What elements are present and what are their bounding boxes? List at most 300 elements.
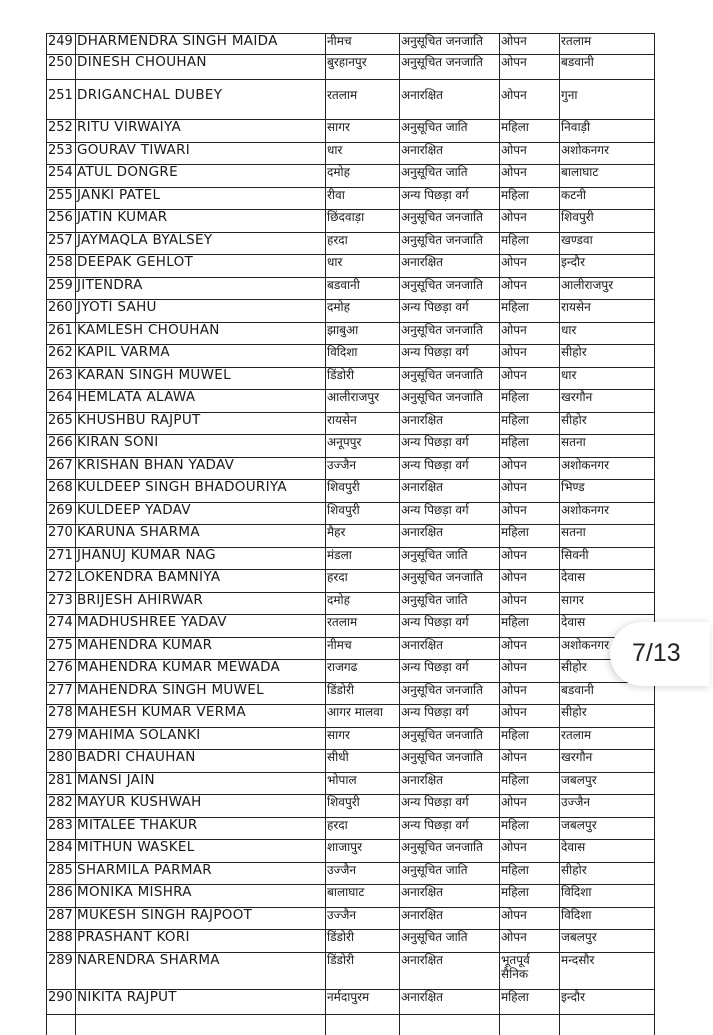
- home-district-cell: बुरहानपुर: [326, 55, 400, 80]
- serial-number-cell: 276: [47, 660, 76, 683]
- home-district-cell: शिवपुरी: [326, 480, 400, 503]
- category-cell: अनुसूचित जाति: [400, 862, 500, 885]
- quota-type-cell: ओपन: [500, 480, 560, 503]
- home-district-cell: सागर: [326, 120, 400, 143]
- candidate-name-cell: MITHUN WASKEL: [76, 840, 326, 863]
- candidate-name-cell: DEEPAK GEHLOT: [76, 255, 326, 278]
- home-district-cell: डिंडोरी: [326, 930, 400, 953]
- home-district-cell: रतलाम: [326, 615, 400, 638]
- serial-number-cell: 258: [47, 255, 76, 278]
- candidate-name-cell: DHARMENDRA SINGH MAIDA: [76, 34, 326, 55]
- posting-district-cell: सीहोर: [560, 660, 655, 683]
- posting-district-cell: अशोकनगर: [560, 142, 655, 165]
- quota-type-cell: महिला: [500, 727, 560, 750]
- table-row: [47, 412, 655, 435]
- table-row: [47, 34, 655, 55]
- quota-type-cell: ओपन: [500, 55, 560, 80]
- quota-type-cell: ओपन: [500, 457, 560, 480]
- home-district-cell: आलीराजपुर: [326, 390, 400, 413]
- serial-number-cell: 278: [47, 705, 76, 728]
- home-district-cell: राजगढ: [326, 660, 400, 683]
- quota-type-cell: महिला: [500, 412, 560, 435]
- table-row: [47, 232, 655, 255]
- posting-district-cell: खण्डवा: [560, 232, 655, 255]
- serial-number-cell: 253: [47, 142, 76, 165]
- candidate-name-cell: MITALEE THAKUR: [76, 817, 326, 840]
- candidate-name-cell: NIKITA RAJPUT: [76, 989, 326, 1014]
- serial-number-cell: 268: [47, 480, 76, 503]
- posting-district-cell: सतना: [560, 435, 655, 458]
- quota-type-cell: ओपन: [500, 795, 560, 818]
- serial-number-cell: 275: [47, 637, 76, 660]
- table-row: [47, 480, 655, 503]
- candidate-name-cell: MONIKA MISHRA: [76, 885, 326, 908]
- candidate-name-cell: MAHENDRA KUMAR MEWADA: [76, 660, 326, 683]
- candidate-name-cell: KRISHAN BHAN YADAV: [76, 457, 326, 480]
- table-row: [47, 165, 655, 188]
- posting-district-cell: उज्जैन: [560, 795, 655, 818]
- table-row: [47, 457, 655, 480]
- home-district-cell: बडवानी: [326, 277, 400, 300]
- table-row: [47, 435, 655, 458]
- category-cell: अनुसूचित जनजाति: [400, 570, 500, 593]
- home-district-cell: विदिशा: [326, 345, 400, 368]
- table-row: [47, 525, 655, 548]
- home-district-cell: नीमच: [326, 34, 400, 55]
- table-row: [47, 390, 655, 413]
- category-cell: अनुसूचित जनजाति: [400, 322, 500, 345]
- serial-number-cell: 251: [47, 80, 76, 120]
- home-district-cell: मंडला: [326, 547, 400, 570]
- posting-district-cell: खरगौन: [560, 390, 655, 413]
- quota-type-cell: ओपन: [500, 345, 560, 368]
- posting-district-cell: भिण्ड: [560, 480, 655, 503]
- table-row: [47, 55, 655, 80]
- posting-district-cell: बडवानी: [560, 55, 655, 80]
- quota-type-cell: महिला: [500, 989, 560, 1014]
- home-district-cell: आगर मालवा: [326, 705, 400, 728]
- table-row: [47, 210, 655, 233]
- serial-number-cell: 262: [47, 345, 76, 368]
- quota-type-cell: महिला: [500, 232, 560, 255]
- category-cell: अनुसूचित जनजाति: [400, 727, 500, 750]
- quota-type-cell: ओपन: [500, 907, 560, 930]
- posting-district-cell: रतलाम: [560, 727, 655, 750]
- home-district-cell: शिवपुरी: [326, 502, 400, 525]
- serial-number-cell: 289: [47, 952, 76, 989]
- home-district-cell: शाजापुर: [326, 840, 400, 863]
- category-cell: अनारक्षित: [400, 412, 500, 435]
- category-cell: अनारक्षित: [400, 142, 500, 165]
- candidate-name-cell: MAHENDRA SINGH MUWEL: [76, 682, 326, 705]
- serial-number-cell: 257: [47, 232, 76, 255]
- serial-number-cell: 283: [47, 817, 76, 840]
- serial-number-cell: 281: [47, 772, 76, 795]
- category-cell: अन्य पिछड़ा वर्ग: [400, 795, 500, 818]
- serial-number-cell: 279: [47, 727, 76, 750]
- candidate-name-cell: KULDEEP SINGH BHADOURIYA: [76, 480, 326, 503]
- posting-district-cell: विदिशा: [560, 885, 655, 908]
- posting-district-cell: अशोकनगर: [560, 502, 655, 525]
- serial-number-cell: 269: [47, 502, 76, 525]
- home-district-cell: रायसेन: [326, 412, 400, 435]
- category-cell: अनारक्षित: [400, 480, 500, 503]
- serial-number-cell: 280: [47, 750, 76, 773]
- table-row: [47, 120, 655, 143]
- quota-type-cell: महिला: [500, 885, 560, 908]
- quota-type-cell: ओपन: [500, 930, 560, 953]
- serial-number-cell: 273: [47, 592, 76, 615]
- home-district-cell: नर्मदापुरम: [326, 989, 400, 1014]
- posting-district-cell: विदिशा: [560, 907, 655, 930]
- category-cell: अनारक्षित: [400, 952, 500, 989]
- table-row: [47, 952, 655, 989]
- serial-number-cell: 263: [47, 367, 76, 390]
- table-row: [47, 930, 655, 953]
- table-row: [47, 570, 655, 593]
- serial-number-cell: 254: [47, 165, 76, 188]
- serial-number-cell: 270: [47, 525, 76, 548]
- quota-type-cell: ओपन: [500, 840, 560, 863]
- candidate-name-cell: RITU VIRWAIYA: [76, 120, 326, 143]
- category-cell: अनुसूचित जाति: [400, 165, 500, 188]
- posting-district-cell: निवाड़ी: [560, 120, 655, 143]
- table-row: [47, 322, 655, 345]
- home-district-cell: डिंडोरी: [326, 367, 400, 390]
- quota-type-cell: ओपन: [500, 682, 560, 705]
- posting-district-cell: रतलाम: [560, 34, 655, 55]
- candidate-name-cell: KAPIL VARMA: [76, 345, 326, 368]
- page-indicator: [610, 622, 710, 686]
- home-district-cell: रतलाम: [326, 80, 400, 120]
- home-district-cell: उज्जैन: [326, 457, 400, 480]
- serial-number-cell: 287: [47, 907, 76, 930]
- candidate-name-cell: JYOTI SAHU: [76, 300, 326, 323]
- posting-district-cell: मन्दसौर: [560, 952, 655, 989]
- posting-district-cell: सीहोर: [560, 412, 655, 435]
- table-row: [47, 817, 655, 840]
- serial-number-cell: 267: [47, 457, 76, 480]
- candidate-name-cell: DRIGANCHAL DUBEY: [76, 80, 326, 120]
- posting-district-cell: सीहोर: [560, 345, 655, 368]
- category-cell: अन्य पिछड़ा वर्ग: [400, 660, 500, 683]
- category-cell: अन्य पिछड़ा वर्ग: [400, 300, 500, 323]
- category-cell: अनुसूचित जाति: [400, 547, 500, 570]
- quota-type-cell: महिला: [500, 772, 560, 795]
- quota-type-cell: ओपन: [500, 705, 560, 728]
- candidate-name-cell: KULDEEP YADAV: [76, 502, 326, 525]
- candidate-name-cell: JATIN KUMAR: [76, 210, 326, 233]
- posting-district-cell: आलीराजपुर: [560, 277, 655, 300]
- quota-type-cell: महिला: [500, 435, 560, 458]
- quota-type-cell: महिला: [500, 615, 560, 638]
- quota-type-cell: महिला: [500, 187, 560, 210]
- home-district-cell: भोपाल: [326, 772, 400, 795]
- candidate-name-cell: MANSI JAIN: [76, 772, 326, 795]
- candidate-name-cell: JANKI PATEL: [76, 187, 326, 210]
- table-row: [47, 615, 655, 638]
- table-row: [47, 637, 655, 660]
- category-cell: अनुसूचित जनजाति: [400, 390, 500, 413]
- serial-number-cell: 264: [47, 390, 76, 413]
- posting-district-cell: सतना: [560, 525, 655, 548]
- serial-number-cell: 290: [47, 989, 76, 1014]
- home-district-cell: अनूपपुर: [326, 435, 400, 458]
- posting-district-cell: जबलपुर: [560, 772, 655, 795]
- quota-type-cell: महिला: [500, 390, 560, 413]
- table-row: [47, 772, 655, 795]
- serial-number-cell: 265: [47, 412, 76, 435]
- quota-type-cell: ओपन: [500, 750, 560, 773]
- table-row: [47, 187, 655, 210]
- posting-district-cell: जबलपुर: [560, 930, 655, 953]
- empty-cell: [560, 1014, 655, 1035]
- quota-type-cell: ओपन: [500, 80, 560, 120]
- candidate-name-cell: KHUSHBU RAJPUT: [76, 412, 326, 435]
- table-row: [47, 660, 655, 683]
- category-cell: अनुसूचित जनजाति: [400, 750, 500, 773]
- home-district-cell: हरदा: [326, 570, 400, 593]
- candidate-table: [46, 33, 655, 1035]
- category-cell: अनारक्षित: [400, 80, 500, 120]
- serial-number-cell: 288: [47, 930, 76, 953]
- home-district-cell: बालाघाट: [326, 885, 400, 908]
- home-district-cell: हरदा: [326, 232, 400, 255]
- posting-district-cell: रायसेन: [560, 300, 655, 323]
- table-row: [47, 840, 655, 863]
- quota-type-cell: ओपन: [500, 502, 560, 525]
- posting-district-cell: देवास: [560, 570, 655, 593]
- candidate-name-cell: JAYMAQLA BYALSEY: [76, 232, 326, 255]
- table-row: [47, 142, 655, 165]
- table-row: [47, 705, 655, 728]
- category-cell: अन्य पिछड़ा वर्ग: [400, 705, 500, 728]
- candidate-name-cell: KIRAN SONI: [76, 435, 326, 458]
- posting-district-cell: बालाघाट: [560, 165, 655, 188]
- candidate-name-cell: PRASHANT KORI: [76, 930, 326, 953]
- quota-type-cell: ओपन: [500, 277, 560, 300]
- quota-type-cell: ओपन: [500, 547, 560, 570]
- candidate-name-cell: NARENDRA SHARMA: [76, 952, 326, 989]
- serial-number-cell: 284: [47, 840, 76, 863]
- candidate-name-cell: BRIJESH AHIRWAR: [76, 592, 326, 615]
- category-cell: अनारक्षित: [400, 907, 500, 930]
- category-cell: अनुसूचित जनजाति: [400, 367, 500, 390]
- table-row: [47, 345, 655, 368]
- candidate-name-cell: MAHENDRA KUMAR: [76, 637, 326, 660]
- table-row: [47, 277, 655, 300]
- home-district-cell: डिंडोरी: [326, 682, 400, 705]
- candidate-name-cell: KAMLESH CHOUHAN: [76, 322, 326, 345]
- home-district-cell: नीमच: [326, 637, 400, 660]
- category-cell: अन्य पिछड़ा वर्ग: [400, 345, 500, 368]
- posting-district-cell: देवास: [560, 615, 655, 638]
- serial-number-cell: 277: [47, 682, 76, 705]
- category-cell: अन्य पिछड़ा वर्ग: [400, 817, 500, 840]
- home-district-cell: डिंडोरी: [326, 952, 400, 989]
- candidate-name-cell: HEMLATA ALAWA: [76, 390, 326, 413]
- candidate-name-cell: ATUL DONGRE: [76, 165, 326, 188]
- candidate-name-cell: MADHUSHREE YADAV: [76, 615, 326, 638]
- candidate-name-cell: BADRI CHAUHAN: [76, 750, 326, 773]
- serial-number-cell: 282: [47, 795, 76, 818]
- home-district-cell: उज्जैन: [326, 907, 400, 930]
- category-cell: अनुसूचित जाति: [400, 930, 500, 953]
- table-row: [47, 547, 655, 570]
- serial-number-cell: 285: [47, 862, 76, 885]
- serial-number-cell: 256: [47, 210, 76, 233]
- category-cell: अन्य पिछड़ा वर्ग: [400, 187, 500, 210]
- category-cell: अन्य पिछड़ा वर्ग: [400, 615, 500, 638]
- candidate-name-cell: DINESH CHOUHAN: [76, 55, 326, 80]
- home-district-cell: दमोह: [326, 592, 400, 615]
- candidate-name-cell: GOURAV TIWARI: [76, 142, 326, 165]
- posting-district-cell: बडवानी: [560, 682, 655, 705]
- table-row: [47, 862, 655, 885]
- category-cell: अनारक्षित: [400, 989, 500, 1014]
- table-row: [47, 907, 655, 930]
- table-row: [47, 502, 655, 525]
- category-cell: अन्य पिछड़ा वर्ग: [400, 435, 500, 458]
- candidate-name-cell: MAHESH KUMAR VERMA: [76, 705, 326, 728]
- serial-number-cell: 252: [47, 120, 76, 143]
- serial-number-cell: 261: [47, 322, 76, 345]
- posting-district-cell: जबलपुर: [560, 817, 655, 840]
- home-district-cell: धार: [326, 142, 400, 165]
- quota-type-cell: महिला: [500, 525, 560, 548]
- posting-district-cell: सीहोर: [560, 862, 655, 885]
- serial-number-cell: 286: [47, 885, 76, 908]
- candidate-name-cell: MAHIMA SOLANKI: [76, 727, 326, 750]
- quota-type-cell: महिला: [500, 120, 560, 143]
- empty-cell: [47, 1014, 76, 1035]
- posting-district-cell: धार: [560, 322, 655, 345]
- home-district-cell: उज्जैन: [326, 862, 400, 885]
- candidate-name-cell: KARUNA SHARMA: [76, 525, 326, 548]
- empty-trailing-row: [47, 1014, 655, 1035]
- quota-type-cell: ओपन: [500, 255, 560, 278]
- table-row: [47, 885, 655, 908]
- category-cell: अनारक्षित: [400, 772, 500, 795]
- posting-district-cell: देवास: [560, 840, 655, 863]
- serial-number-cell: 274: [47, 615, 76, 638]
- posting-district-cell: गुना: [560, 80, 655, 120]
- category-cell: अनुसूचित जनजाति: [400, 34, 500, 55]
- empty-cell: [76, 1014, 326, 1035]
- serial-number-cell: 260: [47, 300, 76, 323]
- serial-number-cell: 271: [47, 547, 76, 570]
- home-district-cell: सागर: [326, 727, 400, 750]
- quota-type-cell: ओपन: [500, 142, 560, 165]
- home-district-cell: दमोह: [326, 300, 400, 323]
- quota-type-cell: महिला: [500, 817, 560, 840]
- home-district-cell: मैहर: [326, 525, 400, 548]
- posting-district-cell: सिवनी: [560, 547, 655, 570]
- posting-district-cell: सागर: [560, 592, 655, 615]
- category-cell: अनारक्षित: [400, 525, 500, 548]
- posting-district-cell: शिवपुरी: [560, 210, 655, 233]
- category-cell: अनुसूचित जाति: [400, 592, 500, 615]
- posting-district-cell: अशोकनगर: [560, 457, 655, 480]
- table-row: [47, 682, 655, 705]
- table-row: [47, 989, 655, 1014]
- quota-type-cell: ओपन: [500, 660, 560, 683]
- serial-number-cell: 266: [47, 435, 76, 458]
- home-district-cell: झाबुआ: [326, 322, 400, 345]
- serial-number-cell: 255: [47, 187, 76, 210]
- quota-type-cell: ओपन: [500, 367, 560, 390]
- quota-type-cell: ओपन: [500, 210, 560, 233]
- table-row: [47, 727, 655, 750]
- candidate-name-cell: SHARMILA PARMAR: [76, 862, 326, 885]
- quota-type-cell: ओपन: [500, 34, 560, 55]
- posting-district-cell: सीहोर: [560, 705, 655, 728]
- category-cell: अनारक्षित: [400, 885, 500, 908]
- category-cell: अनुसूचित जनजाति: [400, 210, 500, 233]
- posting-district-cell: खरगौन: [560, 750, 655, 773]
- page-indicator-text: 7/13: [632, 639, 681, 667]
- empty-cell: [400, 1014, 500, 1035]
- category-cell: अनुसूचित जनजाति: [400, 277, 500, 300]
- table-row: [47, 592, 655, 615]
- quota-type-cell: भूतपूर्व सैनिक: [500, 952, 560, 989]
- category-cell: अनुसूचित जनजाति: [400, 55, 500, 80]
- serial-number-cell: 272: [47, 570, 76, 593]
- quota-type-cell: महिला: [500, 300, 560, 323]
- table-row: [47, 750, 655, 773]
- home-district-cell: शिवपुरी: [326, 795, 400, 818]
- category-cell: अनुसूचित जनजाति: [400, 232, 500, 255]
- candidate-name-cell: KARAN SINGH MUWEL: [76, 367, 326, 390]
- category-cell: अनुसूचित जनजाति: [400, 840, 500, 863]
- quota-type-cell: महिला: [500, 862, 560, 885]
- quota-type-cell: ओपन: [500, 570, 560, 593]
- posting-district-cell: धार: [560, 367, 655, 390]
- candidate-name-cell: JITENDRA: [76, 277, 326, 300]
- candidate-name-cell: JHANUJ KUMAR NAG: [76, 547, 326, 570]
- table-row: [47, 367, 655, 390]
- posting-district-cell: अशोकनगर: [560, 637, 655, 660]
- home-district-cell: धार: [326, 255, 400, 278]
- serial-number-cell: 259: [47, 277, 76, 300]
- empty-cell: [500, 1014, 560, 1035]
- category-cell: अन्य पिछड़ा वर्ग: [400, 502, 500, 525]
- home-district-cell: रीवा: [326, 187, 400, 210]
- serial-number-cell: 249: [47, 34, 76, 55]
- posting-district-cell: इन्दौर: [560, 989, 655, 1014]
- quota-type-cell: ओपन: [500, 165, 560, 188]
- table-row: [47, 300, 655, 323]
- home-district-cell: दमोह: [326, 165, 400, 188]
- table-row: [47, 795, 655, 818]
- empty-cell: [326, 1014, 400, 1035]
- candidate-name-cell: LOKENDRA BAMNIYA: [76, 570, 326, 593]
- home-district-cell: छिंदवाड़ा: [326, 210, 400, 233]
- posting-district-cell: कटनी: [560, 187, 655, 210]
- candidate-name-cell: MAYUR KUSHWAH: [76, 795, 326, 818]
- category-cell: अन्य पिछड़ा वर्ग: [400, 457, 500, 480]
- category-cell: अनारक्षित: [400, 255, 500, 278]
- table-row: [47, 80, 655, 120]
- table-row: [47, 255, 655, 278]
- home-district-cell: हरदा: [326, 817, 400, 840]
- posting-district-cell: इन्दौर: [560, 255, 655, 278]
- category-cell: अनुसूचित जनजाति: [400, 682, 500, 705]
- candidate-name-cell: MUKESH SINGH RAJPOOT: [76, 907, 326, 930]
- quota-type-cell: ओपन: [500, 637, 560, 660]
- category-cell: अनुसूचित जाति: [400, 120, 500, 143]
- home-district-cell: सीधी: [326, 750, 400, 773]
